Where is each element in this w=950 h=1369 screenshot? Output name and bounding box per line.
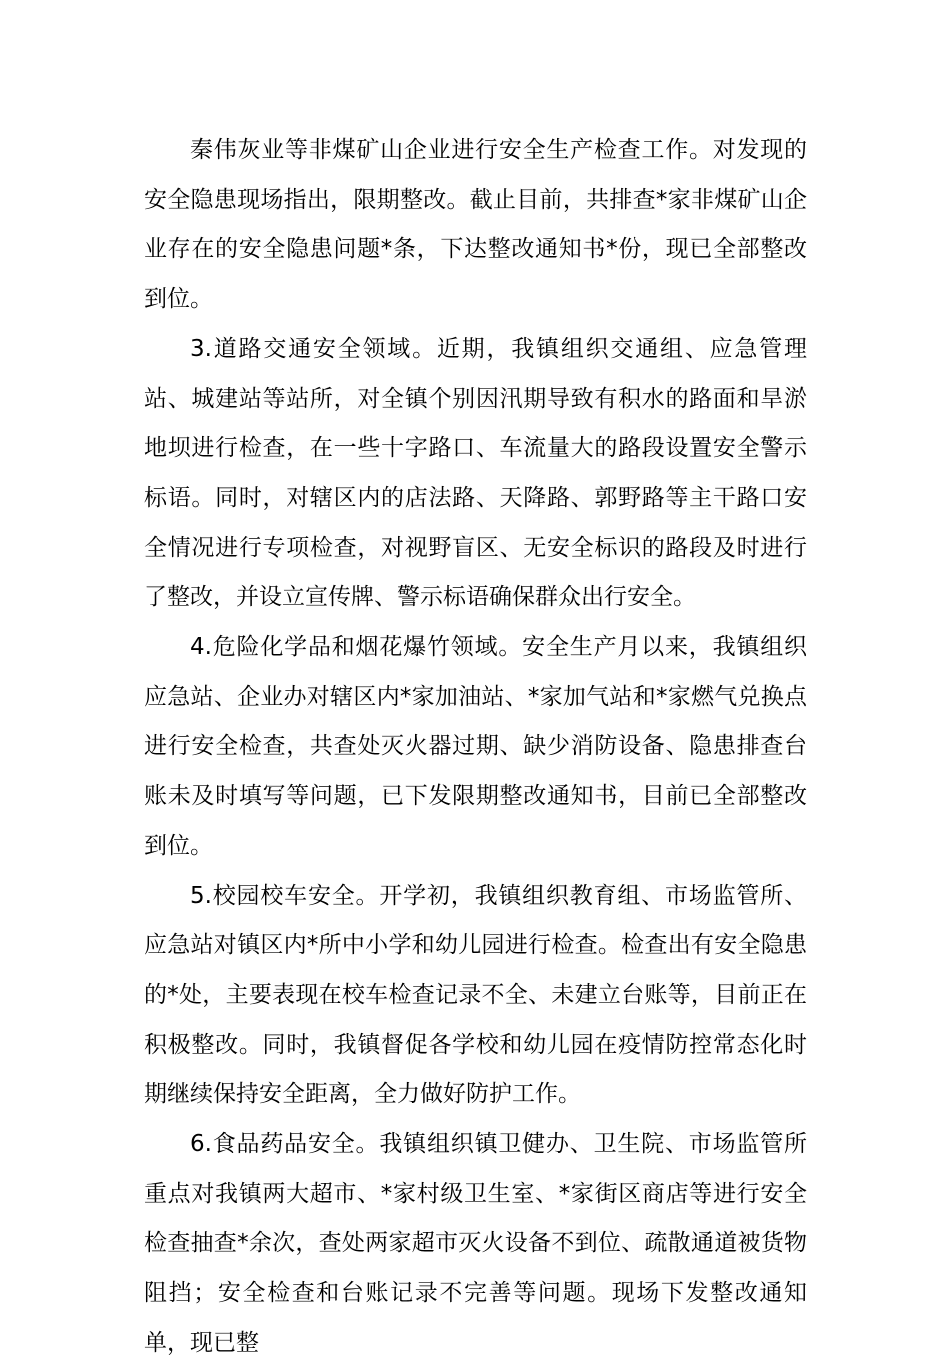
document-body xyxy=(144,126,807,1369)
paragraph-campus-school-bus-safety: 5.校园校车安全。开学初，我镇组织教育组、市场监管所、应急站对镇区内*所中小学和幼儿园进行检查。检查出有安全隐患的*处，主要表现在校车检查记录不全、未建立台账等，目前正在积极整改。同时，我镇督促各学校和幼儿园在疫情防控常态化时期继续保持安全距离，全力做好防护工作。 xyxy=(144,882,807,1108)
paragraph-hazardous-chemicals-fireworks: 4.危险化学品和烟花爆竹领域。安全生产月以来，我镇组织应急站、企业办对辖区内*家加油站、*家加气站和*家燃气兑换点进行安全检查，共查处灭火器过期、缺少消防设备、隐患排查台账未及时填写等问题，已下发限期整改通知书，目前已全部整改到位。 xyxy=(144,634,807,859)
paragraph-continuation-mining: 秦伟灰业等非煤矿山企业进行安全生产检查工作。对发现的安全隐患现场指出，限期整改。截止目前，共排查*家非煤矿山企业存在的安全隐患问题*条，下达整改通知书*份，现已全部整改到位。 xyxy=(144,137,807,313)
paragraph-food-drug-safety: 6.食品药品安全。我镇组织镇卫健办、卫生院、市场监管所重点对我镇两大超市、*家村级卫生室、*家街区商店等进行安全检查抽查*余次，查处两家超市灭火设备不到位、疏散通道被货物阻挡；安全检查和台账记录不完善等问题。现场下发整改通知单，现已整 xyxy=(144,1131,807,1356)
paragraph-road-traffic-safety: 3.道路交通安全领域。近期，我镇组织交通组、应急管理站、城建站等站所，对全镇个别因汛期导致有积水的路面和旱淤地坝进行检查，在一些十字路口、车流量大的路段设置安全警示标语。同时，对辖区内的店法路、天降路、郭野路等主干路口安全情况进行专项检查，对视野盲区、无安全标识的路段及时进行了整改，并设立宣传牌、警示标语确保群众出行安全。 xyxy=(144,335,807,611)
